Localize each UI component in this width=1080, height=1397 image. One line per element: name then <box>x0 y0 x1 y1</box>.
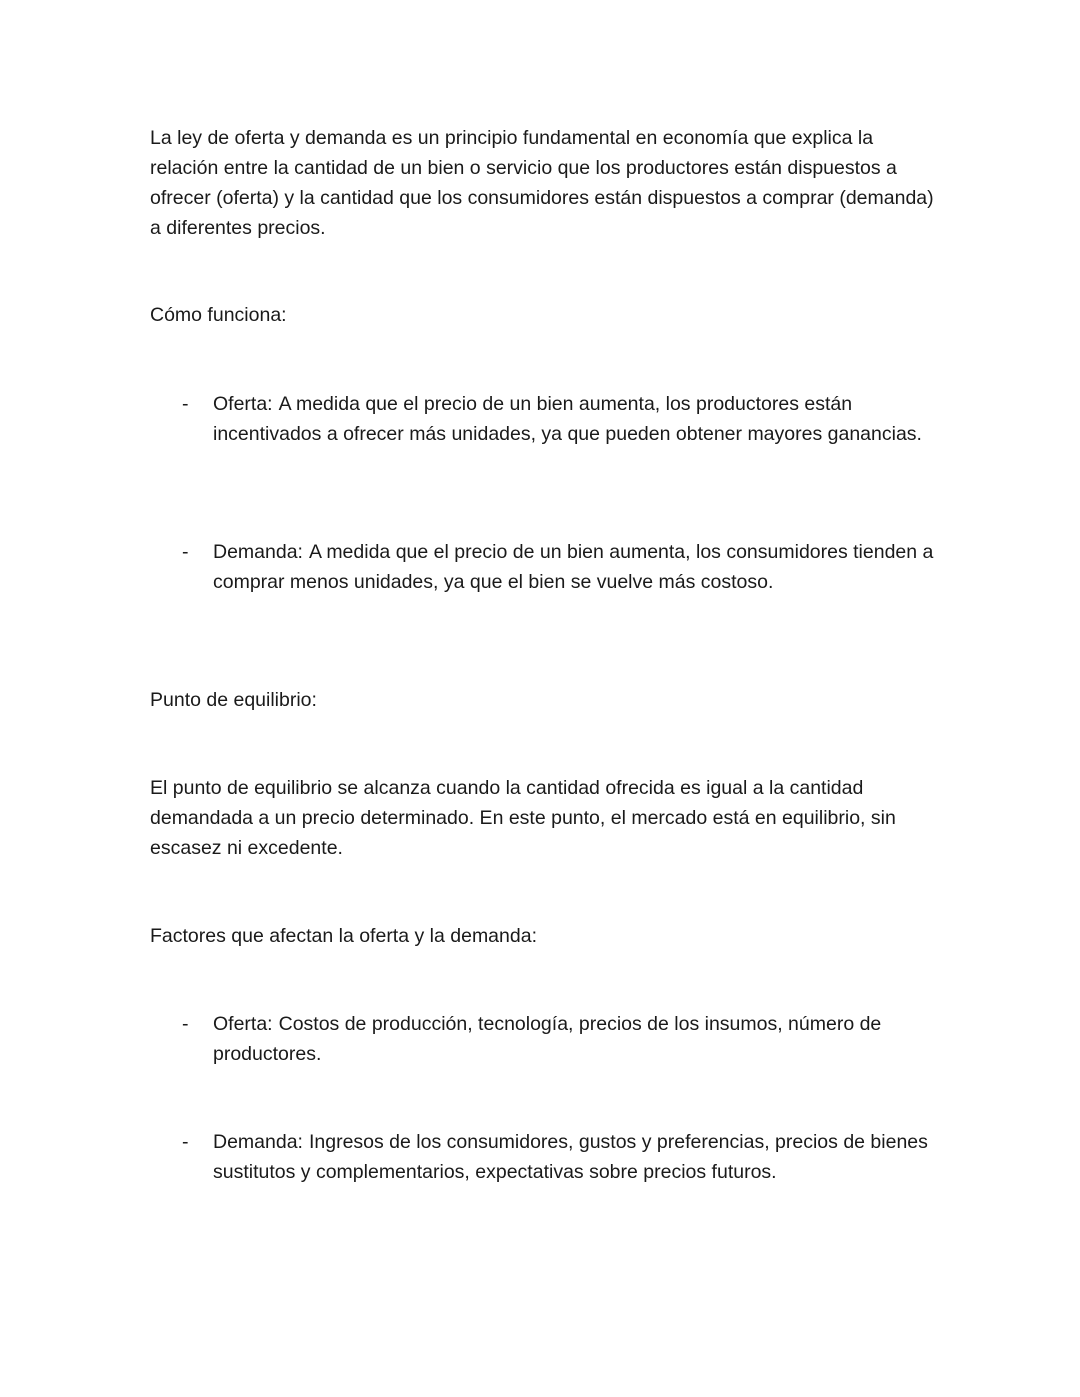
list-item-text: Costos de producción, tecnología, precios de los insumos, número de productores. <box>213 1013 882 1065</box>
section-heading-how-it-works: Cómo funciona: <box>150 304 287 326</box>
equilibrium-paragraph: El punto de equilibrio se alcanza cuando la cantidad ofrecida es igual a la cantidad demandada a un precio determinado. En este punto, el mercado está en equilibrio, sin escasez ni excedente. <box>150 777 896 859</box>
section-heading-equilibrium: Punto de equilibrio: <box>150 689 317 711</box>
list-item-term: Oferta: <box>213 393 273 415</box>
list-item-text: Ingresos de los consumidores, gustos y preferencias, precios de bienes sustitutos y complementarios, expectativas sobre precios futuros. <box>213 1131 928 1183</box>
intro-paragraph: La ley de oferta y demanda es un principio fundamental en economía que explica la relación entre la cantidad de un bien o servicio que los productores están dispuestos a ofrecer (oferta) y la cantidad que los consumidores están dispuestos a comprar (demanda) a diferentes precios. <box>150 127 934 239</box>
list-item-body <box>213 1127 938 1187</box>
list-item-term: Oferta: <box>213 1013 273 1035</box>
list-marker: - <box>182 393 189 415</box>
list-item-term: Demanda: <box>213 541 303 563</box>
list-marker: - <box>182 1131 189 1153</box>
list-item-term: Demanda: <box>213 1131 303 1153</box>
list-marker: - <box>182 1013 189 1035</box>
list-item-text: A medida que el precio de un bien aumenta, los productores están incentivados a ofrecer más unidades, ya que pueden obtener mayores ganancias. <box>213 393 922 445</box>
list-item-body <box>213 1009 938 1069</box>
list-item-text: A medida que el precio de un bien aumenta, los consumidores tienden a comprar menos unidades, ya que el bien se vuelve más costoso. <box>213 541 934 593</box>
list-item-body <box>213 389 938 449</box>
section-heading-factors: Factores que afectan la oferta y la demanda: <box>150 925 537 947</box>
list-item-body <box>213 537 938 597</box>
list-marker: - <box>182 541 189 563</box>
